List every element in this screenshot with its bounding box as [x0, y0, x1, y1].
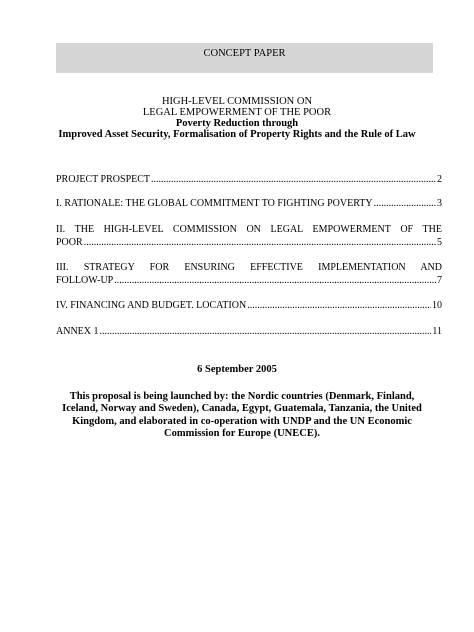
toc-entry-rationale[interactable]	[56, 198, 442, 210]
toc-entry-financing[interactable]	[56, 300, 442, 312]
toc-entry-title: IV. FINANCING AND BUDGET. LOCATION	[56, 300, 247, 311]
toc-entry-title-line-2: FOLLOW-UP	[56, 275, 114, 286]
toc-leader-dots	[374, 198, 436, 210]
toc-page-number: 3	[437, 198, 442, 209]
heading-line-1: HIGH-LEVEL COMMISSION ON	[161, 96, 313, 107]
toc-entry-title-line-1: III. STRATEGY FOR ENSURING EFFECTIVE IMPLEMENTATION AND	[56, 262, 442, 273]
toc-leader-dots	[84, 237, 436, 249]
toc-entry-title-line-2: POOR	[56, 237, 83, 248]
proposal-line-4: Commission for Europe (UNECE).	[164, 427, 320, 439]
toc-leader-dots	[151, 174, 436, 186]
toc-entry-project-prospect[interactable]	[56, 174, 442, 186]
toc-leader-dots	[247, 300, 431, 312]
toc-page-number: 7	[437, 275, 442, 286]
proposal-line-1: This proposal is being launched by: the Nordic countries (Denmark, Finland,	[69, 391, 415, 402]
toc-page-number: 11	[432, 326, 442, 337]
toc-entry-title: ANNEX 1	[56, 326, 99, 337]
toc-page-number: 10	[432, 300, 442, 311]
document-date: 6 September 2005	[197, 364, 277, 375]
toc-page-number: 2	[437, 174, 442, 185]
proposal-line-2: Iceland, Norway and Sweden), Canada, Egypt, Guatemala, Tanzania, the United	[62, 403, 422, 415]
toc-entry-title-line-1: II. THE HIGH-LEVEL COMMISSION ON LEGAL EMPOWERMENT OF THE	[56, 224, 442, 235]
toc-entry-high-level-commission[interactable]	[56, 224, 442, 249]
toc-leader-dots	[100, 326, 432, 338]
heading-line-4: Improved Asset Security, Formalisation of Property Rights and the Rule of Law	[58, 129, 416, 140]
toc-page-number: 5	[437, 237, 442, 248]
toc-leader-dots	[114, 275, 436, 287]
banner-title: CONCEPT PAPER	[203, 48, 286, 59]
heading-line-2: LEGAL EMPOWERMENT OF THE POOR	[142, 107, 332, 118]
proposal-line-3: Kingdom, and elaborated in co-operation with UNDP and the UN Economic	[72, 415, 412, 427]
concept-paper-banner	[56, 43, 433, 73]
toc-entry-strategy[interactable]	[56, 262, 442, 287]
proposal-paragraph	[54, 391, 430, 440]
heading-line-3: Poverty Reduction through	[175, 118, 299, 129]
toc-entry-title: PROJECT PROSPECT	[56, 174, 151, 185]
toc-entry-title: I. RATIONALE: THE GLOBAL COMMITMENT TO FIGHTING POVERTY	[56, 198, 373, 209]
toc-entry-annex-1[interactable]	[56, 326, 442, 338]
